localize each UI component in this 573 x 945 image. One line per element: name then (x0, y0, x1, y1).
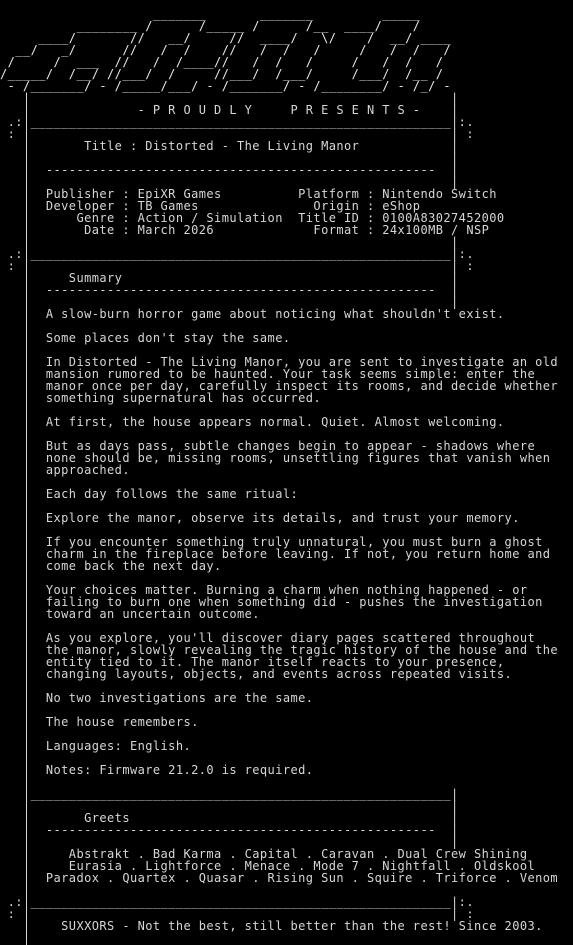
nfo-line: | (0, 319, 31, 333)
nfo-line: | (0, 475, 31, 489)
nfo-line: | (0, 751, 31, 765)
nfo-line: | Summary | (0, 271, 459, 285)
nfo-line: | --------------------------------------------------- | (0, 283, 459, 297)
nfo-line: | the manor, slowly revealing the tragic history of the house and the (0, 643, 559, 657)
nfo-line: | Explore the manor, observe its details, and trust your memory. (0, 511, 520, 525)
logo-ascii-line: /_____/ /__/ //___/ / //___/ /___/ /___/ /__ / (0, 67, 444, 81)
nfo-line: | (0, 343, 31, 357)
nfo-line: | In Distorted - The Living Manor, you are sent to investigate an old (0, 355, 559, 369)
nfo-line: | If you encounter something truly unnatural, you must burn a ghost (0, 535, 543, 549)
nfo-line: | At first, the house appears normal. Quiet. Almost welcoming. (0, 415, 505, 429)
nfo-line: | Date : March 2026 Format : 24x100MB / NSP (0, 223, 490, 237)
nfo-line: | | (0, 151, 459, 165)
nfo-line: | No two investigations are the same. (0, 691, 314, 705)
nfo-line: | A slow-burn horror game about noticing what shouldn't exist. (0, 307, 505, 321)
nfo-line: .:|_______________________________________________________|:. (0, 895, 474, 909)
logo-ascii-line: ________ / /_____ / /__ ____/ / (0, 19, 421, 33)
logo-ascii-line: - /_______/ - /_____/___/ - /_______/ - /________/ - /_/ - (0, 79, 452, 93)
nfo-line: | none should be, missing rooms, unsettling figures that vanish when (0, 451, 551, 465)
nfo-line: | Languages: English. (0, 739, 192, 753)
nfo-line: | mansion rumored to be haunted. Your task seems simple: enter the (0, 367, 536, 381)
nfo-line: | Paradox . Quartex . Quasar . Rising Sun . Squire . Triforce . Venom (0, 871, 559, 885)
nfo-line: | The house remembers. (0, 715, 199, 729)
nfo-line: | --------------------------------------------------- | (0, 163, 459, 177)
nfo-line: | manor once per day, carefully inspect its rooms, and decide whether (0, 379, 559, 393)
nfo-line: | (0, 775, 31, 789)
nfo-line: | (0, 679, 31, 693)
nfo-line: : | | : (0, 907, 474, 921)
nfo-line: | toward an uncertain outcome. (0, 607, 260, 621)
nfo-line: | charm in the fireplace before leaving. If not, you return home and (0, 547, 551, 561)
nfo-line: | (0, 523, 31, 537)
nfo-line: | - P R O U D L Y P R E S E N T S - | (0, 103, 459, 117)
nfo-line: | entity tied to it. The manor itself reacts to your presence, (0, 655, 505, 669)
nfo-line: | Your choices matter. Burning a charm when nothing happened - or (0, 583, 528, 597)
nfo-line: | (0, 403, 31, 417)
nfo-line: | (0, 571, 31, 585)
nfo-line: | changing layouts, objects, and events across repeated visits. (0, 667, 513, 681)
nfo-line: .:|_______________________________________________________|:. (0, 247, 474, 261)
nfo-line: | Each day follows the same ritual: (0, 487, 299, 501)
nfo-line: | Notes: Firmware 21.2.0 is required. (0, 763, 314, 777)
nfo-line: | Eurasia . Lightforce . Menace . Mode 7 . Nightfall . Oldskool (0, 859, 536, 873)
nfo-line: | | (0, 835, 459, 849)
nfo-line: | SUXXORS - Not the best, still better than the rest! Since 2003. (0, 919, 543, 933)
nfo-line: | | (0, 235, 459, 249)
nfo-line: | come back the next day. (0, 559, 222, 573)
nfo-line: | Title : Distorted - The Living Manor | (0, 139, 459, 153)
logo-ascii-line: ____/ // __/ // ____/ \/ / __/ ____ (0, 31, 452, 45)
nfo-line: | (0, 883, 31, 897)
nfo-line: |_______________________________________________________| (0, 787, 459, 801)
nfo-line: | (0, 499, 31, 513)
nfo-line: | Abstrakt . Bad Karma . Capital . Caravan . Dual Crew Shining (0, 847, 528, 861)
nfo-line: | | (0, 295, 459, 309)
nfo-line: | As you explore, you'll discover diary pages scattered throughout (0, 631, 536, 645)
nfo-text-block (0, 8, 573, 944)
nfo-line: | Greets | (0, 811, 459, 825)
logo-ascii-line: _______ _______ _____ (0, 7, 421, 21)
nfo-line: | | (0, 91, 459, 105)
nfo-line: | (0, 727, 31, 741)
logo-ascii-line: __/ _/ // / / // / / / / / / / (0, 43, 452, 57)
nfo-line: : | | : (0, 259, 474, 273)
nfo-line: | But as days pass, subtle changes begin to appear - shadows where (0, 439, 536, 453)
nfo-line: | (0, 703, 31, 717)
nfo-line: | approached. (0, 463, 130, 477)
nfo-line: | Publisher : EpiXR Games Platform : Nintendo Switch (0, 187, 497, 201)
nfo-line: | | (0, 175, 459, 189)
nfo-line: : | | : (0, 127, 474, 141)
nfo-line: | (0, 619, 31, 633)
nfo-line: | --------------------------------------------------- | (0, 823, 459, 837)
nfo-line: | Genre : Action / Simulation Title ID : 0100A83027452000 (0, 211, 505, 225)
logo-ascii-line: / / ___ // / /____// / / / / / / / (0, 55, 444, 69)
nfo-line: | something supernatural has occurred. (0, 391, 322, 405)
nfo-line: | (0, 931, 31, 945)
nfo-line: | Some places don't stay the same. (0, 331, 291, 345)
nfo-line: | Developer : TB Games Origin : eShop (0, 199, 421, 213)
nfo-line: | failing to burn one when something did - pushes the investigation (0, 595, 543, 609)
nfo-line: | (0, 427, 31, 441)
nfo-line: | | (0, 799, 459, 813)
nfo-line: .:|_______________________________________________________|:. (0, 115, 474, 129)
